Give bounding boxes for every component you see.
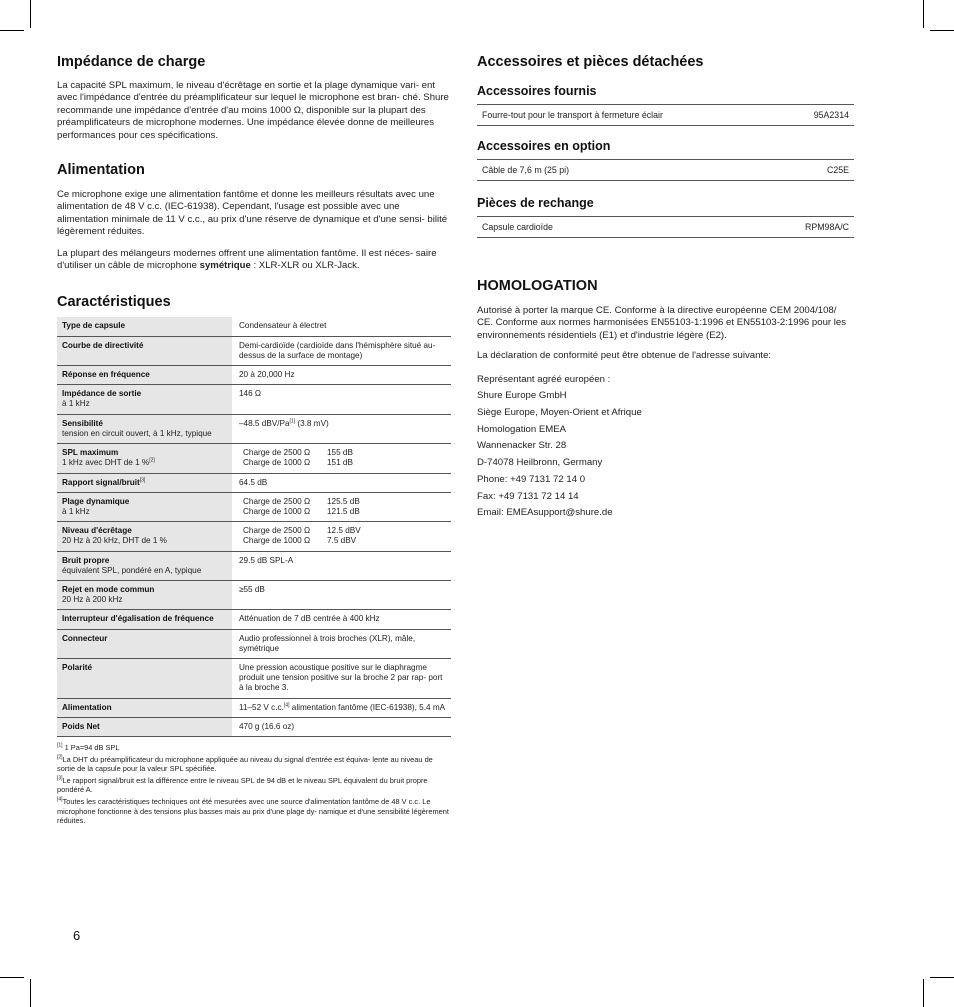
crop-mark [0, 30, 24, 31]
footnote-ref: [3] [139, 476, 146, 483]
table-row [57, 717, 451, 736]
footnotes [57, 743, 451, 826]
spec-label: Réponse en fréquence [62, 370, 150, 380]
table-row [57, 473, 451, 492]
spec-value: 64.5 dB [232, 473, 451, 492]
footnote-text: 1 Pa=94 dB SPL [62, 742, 120, 752]
crop-mark [930, 30, 954, 31]
spec-value-text: –48.5 dBV/Pa [239, 418, 290, 428]
part-number: RPM98A/C [805, 222, 849, 232]
footnote-ref: [4] [283, 701, 290, 708]
homologation-text-2: La déclaration de conformité peut être obtenue de l'adresse suivante: [477, 350, 772, 362]
left-column [57, 50, 451, 826]
spec-value: 20 à 20,000 Hz [232, 366, 451, 385]
address-line: Email: EMEAsupport@shure.de [477, 507, 613, 519]
spec-label: Rapport signal/bruit [62, 477, 140, 487]
power-text-2-pre: La plupart des mélangeurs modernes offrent une alimentation fantôme. Il est néces- saire d'utiliser un câble de microphone [57, 247, 437, 272]
load-value: 125.5 dB [327, 496, 360, 506]
spec-sublabel: à 1 kHz [62, 399, 90, 409]
table-row [477, 217, 854, 238]
load-value: 7.5 dBV [327, 536, 357, 546]
address-line: Phone: +49 7131 72 14 0 [477, 473, 586, 485]
address-line: Wannenacker Str. 28 [477, 440, 567, 452]
table-row [57, 317, 451, 336]
address-line: Siège Europe, Moyen-Orient et Afrique [477, 407, 642, 419]
load-label: Charge de 2500 Ω [243, 448, 311, 458]
homologation-text-1: Autorisé à porter la marque CE. Conforme à la directive européenne CEM 2004/108/ CE. Conforme aux normes harmonisées EN55103-1:1996 et EN55103-2:1996 pour les environnements résidentiels (E1) et d'industrie légère (E2). [477, 305, 847, 341]
item-name: Fourre-tout pour le transport à fermeture éclair [482, 110, 663, 120]
homologation-heading: HOMOLOGATION [477, 278, 598, 294]
spec-label: Bruit propre [62, 555, 110, 565]
spec-value: 470 g (16.6 oz) [232, 717, 451, 736]
right-column [477, 50, 854, 522]
footnote [57, 755, 451, 774]
load-value: 121.5 dB [327, 506, 360, 516]
table-row [57, 444, 451, 473]
spec-value: 146 Ω [232, 385, 451, 414]
load-values [239, 448, 446, 468]
spec-label: Niveau d'écrêtage [62, 526, 132, 536]
supplied-table [477, 104, 854, 126]
load-label: Charge de 1000 Ω [243, 536, 311, 546]
spec-value: Condensateur à électret [232, 317, 451, 336]
load-value: 155 dB [327, 448, 353, 458]
table-row [57, 551, 451, 580]
table-row [57, 610, 451, 629]
spec-label: Connecteur [62, 633, 108, 643]
load-label: Charge de 2500 Ω [243, 496, 311, 506]
spec-sublabel: équivalent SPL, pondéré en A, typique [62, 565, 202, 575]
table-row [57, 698, 451, 717]
load-label: Charge de 1000 Ω [243, 458, 311, 468]
table-row [57, 385, 451, 414]
load-value: 12.5 dBV [327, 526, 361, 536]
impedance-heading: Impédance de charge [57, 54, 206, 70]
address-line: Fax: +49 7131 72 14 14 [477, 490, 579, 502]
table-row [57, 414, 451, 443]
load-values [239, 497, 446, 517]
spec-label: Interrupteur d'égalisation de fréquence [62, 614, 214, 624]
address-line: Shure Europe GmbH [477, 390, 567, 402]
optional-heading: Accessoires en option [477, 139, 611, 153]
page-number: 6 [73, 928, 81, 943]
part-number: C25E [826, 165, 849, 175]
address-line: Homologation EMEA [477, 423, 567, 435]
crop-mark [30, 979, 31, 1007]
load-label: Charge de 2500 Ω [243, 526, 311, 536]
spec-value: Une pression acoustique positive sur le diaphragme produit une tension positive sur la broche 2 par rap- port à la broche 3. [232, 658, 451, 698]
item-name: Câble de 7,6 m (25 pi) [482, 165, 570, 175]
spec-value: Atténuation de 7 dB centrée à 400 kHz [232, 610, 451, 629]
spec-label: Poids Net [62, 721, 100, 731]
power-text-2 [57, 248, 451, 273]
spec-sublabel: 1 kHz avec DHT de 1 % [62, 458, 150, 468]
footnote-mark: [4] [57, 796, 63, 803]
spec-sublabel: 20 Hz à 200 kHz [62, 595, 123, 605]
crop-mark [930, 977, 954, 978]
footnote-mark: [3] [57, 775, 63, 782]
part-number: 95A2314 [813, 110, 849, 120]
spec-label: Type de capsule [62, 321, 126, 331]
table-row [57, 336, 451, 365]
spec-value: Audio professionnel à trois broches (XLR), mâle, symétrique [232, 629, 451, 658]
spec-value: ≥55 dB [232, 580, 451, 609]
spare-heading: Pièces de rechange [477, 196, 594, 210]
footnote [57, 743, 451, 753]
table-row [477, 105, 854, 126]
load-label: Charge de 1000 Ω [243, 506, 311, 516]
footnote-ref: [2] [149, 457, 155, 464]
spec-label: Alimentation [62, 702, 112, 712]
crop-mark [0, 977, 24, 978]
spec-label: Impédance de sortie [62, 389, 142, 399]
footnote-text: Toutes les caractéristiques techniques ont été mesurées avec une source d'alimentation fantôme de 48 V c.c. Le microphone fonctionne à des tensions plus basses mais au prix d'une plage dy- namique et d'une sensibilité légèrement réduites. [57, 796, 449, 826]
spare-table [477, 216, 854, 238]
power-text-2-bold: symétrique [199, 260, 251, 272]
spec-value: Demi-cardioïde (cardioïde dans l'hémisphère situé au-dessus de la surface de montage) [232, 336, 451, 365]
impedance-text: La capacité SPL maximum, le niveau d'écrêtage en sortie et la plage dynamique vari- ent avec l'impédance d'entrée du préamplificateur sur lequel le microphone est bran- ché. Shure recommande une impédance d'entrée d'au moins 1000 Ω, disponible sur la plupart des préamplificateurs de microphone modernes. Une impédance élevée donne de meilleures performances pour ces spécifications. [57, 80, 449, 141]
supplied-heading: Accessoires fournis [477, 84, 597, 98]
crop-mark [923, 0, 924, 28]
table-row [57, 522, 451, 551]
footnote [57, 797, 451, 826]
spec-sublabel: à 1 kHz [62, 506, 90, 516]
spec-value-text: alimentation fantôme (IEC-61938), 5.4 mA [289, 702, 446, 712]
spec-label: SPL maximum [62, 448, 119, 458]
spec-value-text: 11–52 V c.c. [239, 702, 284, 712]
power-text-2-post: : XLR-XLR ou XLR-Jack. [250, 260, 360, 272]
table-row [57, 492, 451, 521]
spec-sublabel: 20 Hz à 20 kHz, DHT de 1 % [62, 536, 167, 546]
specs-heading: Caractéristiques [57, 294, 171, 311]
spec-label: Polarité [62, 662, 93, 672]
footnote-ref: [1] [289, 417, 296, 424]
crop-mark [30, 0, 31, 28]
footnote-text: Le rapport signal/bruit est la différence entre le niveau SPL de 94 dB et le niveau SPL équivalent du bruit propre pondéré A. [57, 775, 428, 795]
spec-sublabel: tension en circuit ouvert, à 1 kHz, typique [62, 428, 212, 438]
spec-value: 29.5 dB SPL-A [232, 551, 451, 580]
item-name: Capsule cardioïde [482, 222, 553, 232]
crop-mark [923, 979, 924, 1007]
footnote-text: La DHT du préamplificateur du microphone appliquée au niveau du signal d'entrée est équiva- lente au niveau de sortie de la capsule pour la valeur SPL spécifiée. [57, 754, 433, 774]
optional-table [477, 159, 854, 181]
spec-label: Sensibilité [62, 418, 103, 428]
spec-value [232, 698, 451, 717]
table-row [57, 658, 451, 698]
spec-value [232, 414, 451, 443]
specs-table [57, 317, 451, 736]
table-row [57, 580, 451, 609]
table-row [57, 629, 451, 658]
load-value: 151 dB [327, 458, 353, 468]
spec-label: Courbe de directivité [62, 340, 144, 350]
footnote-mark: [1] [57, 742, 63, 749]
accessories-heading: Accessoires et pièces détachées [477, 54, 704, 70]
spec-label: Rejet en mode commun [62, 584, 155, 594]
table-row [57, 366, 451, 385]
spec-value-text: (3.8 mV) [295, 418, 329, 428]
table-row [477, 160, 854, 181]
address-line: D-74078 Heilbronn, Germany [477, 457, 603, 469]
footnote [57, 776, 451, 795]
address-block [477, 372, 854, 522]
address-line: Représentant agréé européen : [477, 373, 611, 385]
footnote-mark: [2] [57, 754, 63, 761]
spec-label: Plage dynamique [62, 496, 130, 506]
power-text-1: Ce microphone exige une alimentation fantôme et donne les meilleurs résultats avec une alimentation de 48 V c.c. (IEC-61938). Cependant, l'usage est possible avec une alimentation minimale de 11 V c.c., au prix d'une réserve de dynamique et d'une sensi- bilité légèrement réduites. [57, 189, 448, 238]
load-values [239, 526, 446, 546]
power-heading: Alimentation [57, 162, 145, 179]
